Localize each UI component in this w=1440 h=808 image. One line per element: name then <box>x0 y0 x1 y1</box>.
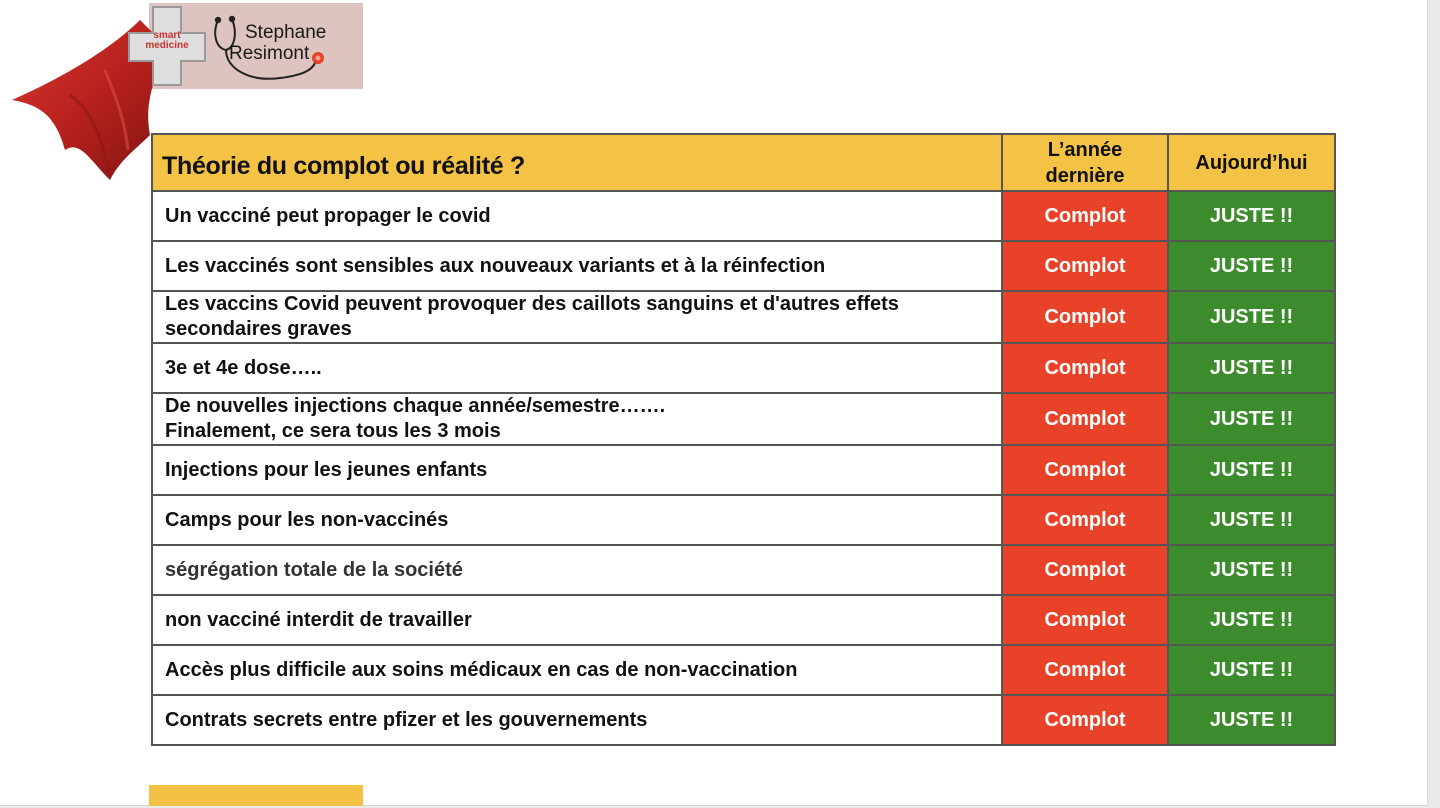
footer-accent-bar <box>149 785 363 806</box>
juste-cell: JUSTE !! <box>1168 495 1335 545</box>
statement-cell: Contrats secrets entre pfizer et les gouvernements <box>152 695 1002 745</box>
statement-cell: non vacciné interdit de travailler <box>152 595 1002 645</box>
complot-cell: Complot <box>1002 291 1168 343</box>
column-header-today: Aujourd’hui <box>1168 134 1335 191</box>
table-header-row <box>152 134 1335 191</box>
comparison-table <box>151 133 1336 746</box>
juste-cell: JUSTE !! <box>1168 595 1335 645</box>
statement-cell: ségrégation totale de la société <box>152 545 1002 595</box>
table-row <box>152 445 1335 495</box>
statement-cell: Camps pour les non-vaccinés <box>152 495 1002 545</box>
table-row <box>152 241 1335 291</box>
table-row <box>152 393 1335 445</box>
table-title: Théorie du complot ou réalité ? <box>152 134 1002 191</box>
complot-cell: Complot <box>1002 343 1168 393</box>
juste-cell: JUSTE !! <box>1168 445 1335 495</box>
table-row <box>152 343 1335 393</box>
brand-name <box>229 22 326 64</box>
brand-first-name: Stephane <box>245 22 327 43</box>
juste-cell: JUSTE !! <box>1168 291 1335 343</box>
complot-cell: Complot <box>1002 695 1168 745</box>
statement-cell: Injections pour les jeunes enfants <box>152 445 1002 495</box>
cross-label-text: smart medicine <box>145 30 189 51</box>
statement-cell: 3e et 4e dose….. <box>152 343 1002 393</box>
complot-cell: Complot <box>1002 445 1168 495</box>
table-row <box>152 191 1335 241</box>
statement-cell: Les vaccins Covid peuvent provoquer des caillots sanguins et d'autres effets secondaires graves <box>152 291 1002 343</box>
table-row <box>152 595 1335 645</box>
statement-cell: De nouvelles injections chaque année/semestre……. Finalement, ce sera tous les 3 mois <box>152 393 1002 445</box>
complot-cell: Complot <box>1002 393 1168 445</box>
brand-last-name: Resimont <box>229 43 310 64</box>
complot-cell: Complot <box>1002 595 1168 645</box>
complot-cell: Complot <box>1002 495 1168 545</box>
cross-label <box>136 31 198 51</box>
complot-cell: Complot <box>1002 545 1168 595</box>
juste-cell: JUSTE !! <box>1168 695 1335 745</box>
table-row <box>152 291 1335 343</box>
juste-cell: JUSTE !! <box>1168 393 1335 445</box>
table-row <box>152 495 1335 545</box>
complot-cell: Complot <box>1002 191 1168 241</box>
juste-cell: JUSTE !! <box>1168 191 1335 241</box>
table-row <box>152 645 1335 695</box>
table-row <box>152 545 1335 595</box>
juste-cell: JUSTE !! <box>1168 241 1335 291</box>
complot-cell: Complot <box>1002 645 1168 695</box>
juste-cell: JUSTE !! <box>1168 343 1335 393</box>
table-row <box>152 695 1335 745</box>
column-header-last-year-text: L’année dernière <box>1045 139 1125 187</box>
statement-cell: Un vacciné peut propager le covid <box>152 191 1002 241</box>
juste-cell: JUSTE !! <box>1168 545 1335 595</box>
statement-cell: Les vaccinés sont sensibles aux nouveaux variants et à la réinfection <box>152 241 1002 291</box>
juste-cell: JUSTE !! <box>1168 645 1335 695</box>
statement-cell: Accès plus difficile aux soins médicaux en cas de non-vaccination <box>152 645 1002 695</box>
complot-cell: Complot <box>1002 241 1168 291</box>
column-header-last-year <box>1002 134 1168 191</box>
